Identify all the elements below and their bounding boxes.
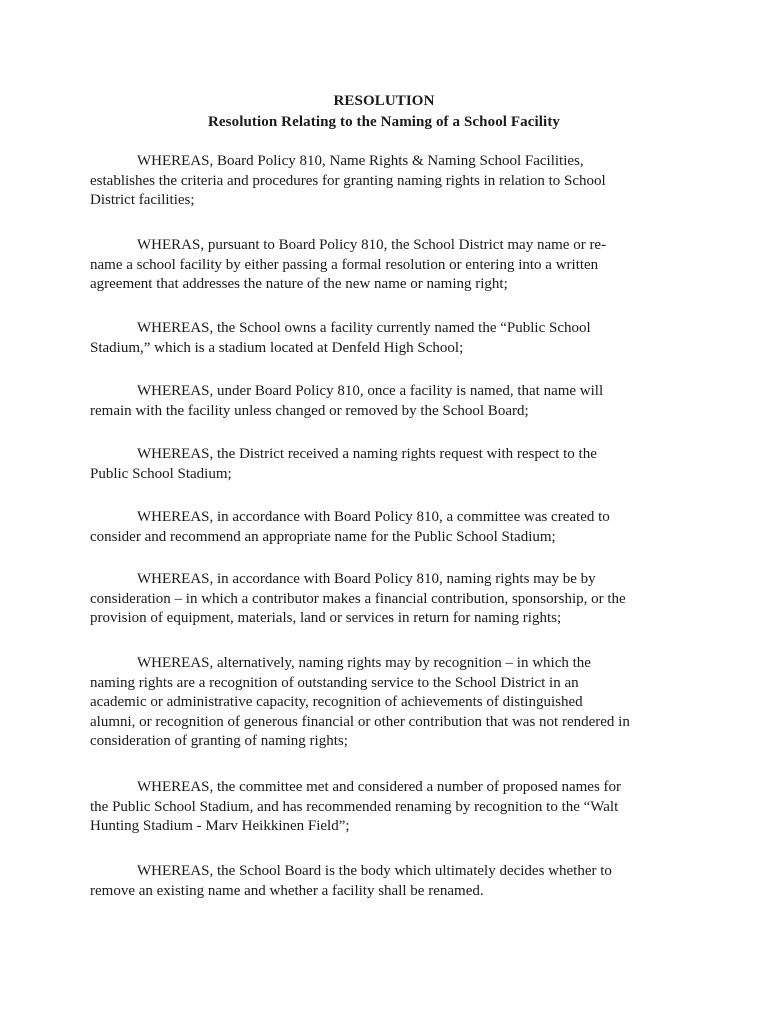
- paragraph-line: Stadium,” which is a stadium located at Denfeld High School;: [90, 339, 464, 356]
- whereas-paragraph-consideration: [90, 570, 690, 629]
- whereas-paragraph-facility-owned: [90, 319, 690, 358]
- paragraph-line: WHERAS, pursuant to Board Policy 810, the School District may name or re-: [137, 237, 607, 253]
- paragraph-line: WHEREAS, Board Policy 810, Name Rights & Naming School Facilities,: [137, 153, 584, 169]
- paragraph-line: academic or administrative capacity, recognition of achievements of distinguished: [90, 694, 583, 710]
- paragraph-line: WHEREAS, the committee met and considered a number of proposed names for: [137, 779, 622, 795]
- paragraph-line: District facilities;: [90, 192, 195, 208]
- paragraph-line: WHEREAS, alternatively, naming rights may by recognition – in which the: [137, 655, 591, 671]
- paragraph-line: WHEREAS, in accordance with Board Policy 810, a committee was created to: [137, 509, 610, 525]
- whereas-paragraph-request-received: [90, 445, 690, 484]
- paragraph-line: WHEREAS, the School owns a facility currently named the “Public School: [137, 320, 591, 336]
- paragraph-line: WHEREAS, the District received a naming rights request with respect to the: [137, 446, 597, 462]
- whereas-paragraph-recognition: [90, 654, 690, 752]
- paragraph-line: consideration – in which a contributor makes a financial contribution, sponsorship, or the: [90, 590, 626, 607]
- paragraph-line: Public School Stadium;: [90, 465, 232, 482]
- whereas-paragraph-recommendation: [90, 778, 690, 837]
- paragraph-line: establishes the criteria and procedures for granting naming rights in relation to School: [90, 172, 606, 189]
- paragraph-line: WHEREAS, the School Board is the body which ultimately decides whether to: [137, 863, 612, 879]
- paragraph-line: naming rights are a recognition of outstanding service to the School District in an: [90, 674, 579, 691]
- whereas-paragraph-committee-created: [90, 508, 690, 547]
- paragraph-line: remove an existing name and whether a facility shall be renamed.: [90, 882, 484, 899]
- paragraph-line: WHEREAS, under Board Policy 810, once a facility is named, that name will: [137, 383, 604, 399]
- paragraph-line: alumni, or recognition of generous financial or other contribution that was not rendered in: [90, 713, 630, 730]
- whereas-paragraph-board-decides: [90, 862, 690, 901]
- whereas-paragraph-name-remains: [90, 382, 690, 421]
- whereas-paragraph-policy-810: [90, 152, 690, 211]
- page-title: RESOLUTION: [333, 93, 435, 109]
- paragraph-line: provision of equipment, materials, land or services in return for naming rights;: [90, 610, 562, 626]
- paragraph-line: agreement that addresses the nature of the new name or naming right;: [90, 276, 508, 292]
- paragraph-line: the Public School Stadium, and has recommended renaming by recognition to the “Walt: [90, 798, 619, 815]
- paragraph-line: remain with the facility unless changed or removed by the School Board;: [90, 402, 529, 419]
- paragraph-line: name a school facility by either passing a formal resolution or entering into a written: [90, 256, 599, 273]
- paragraph-line: consideration of granting of naming rights;: [90, 733, 348, 749]
- whereas-paragraph-rename-authority: [90, 236, 690, 295]
- paragraph-line: Hunting Stadium - Marv Heikkinen Field”;: [90, 818, 350, 834]
- paragraph-line: WHEREAS, in accordance with Board Policy 810, naming rights may be by: [137, 571, 596, 587]
- page-subtitle: Resolution Relating to the Naming of a School Facility: [207, 114, 561, 130]
- paragraph-line: consider and recommend an appropriate name for the Public School Stadium;: [90, 528, 556, 545]
